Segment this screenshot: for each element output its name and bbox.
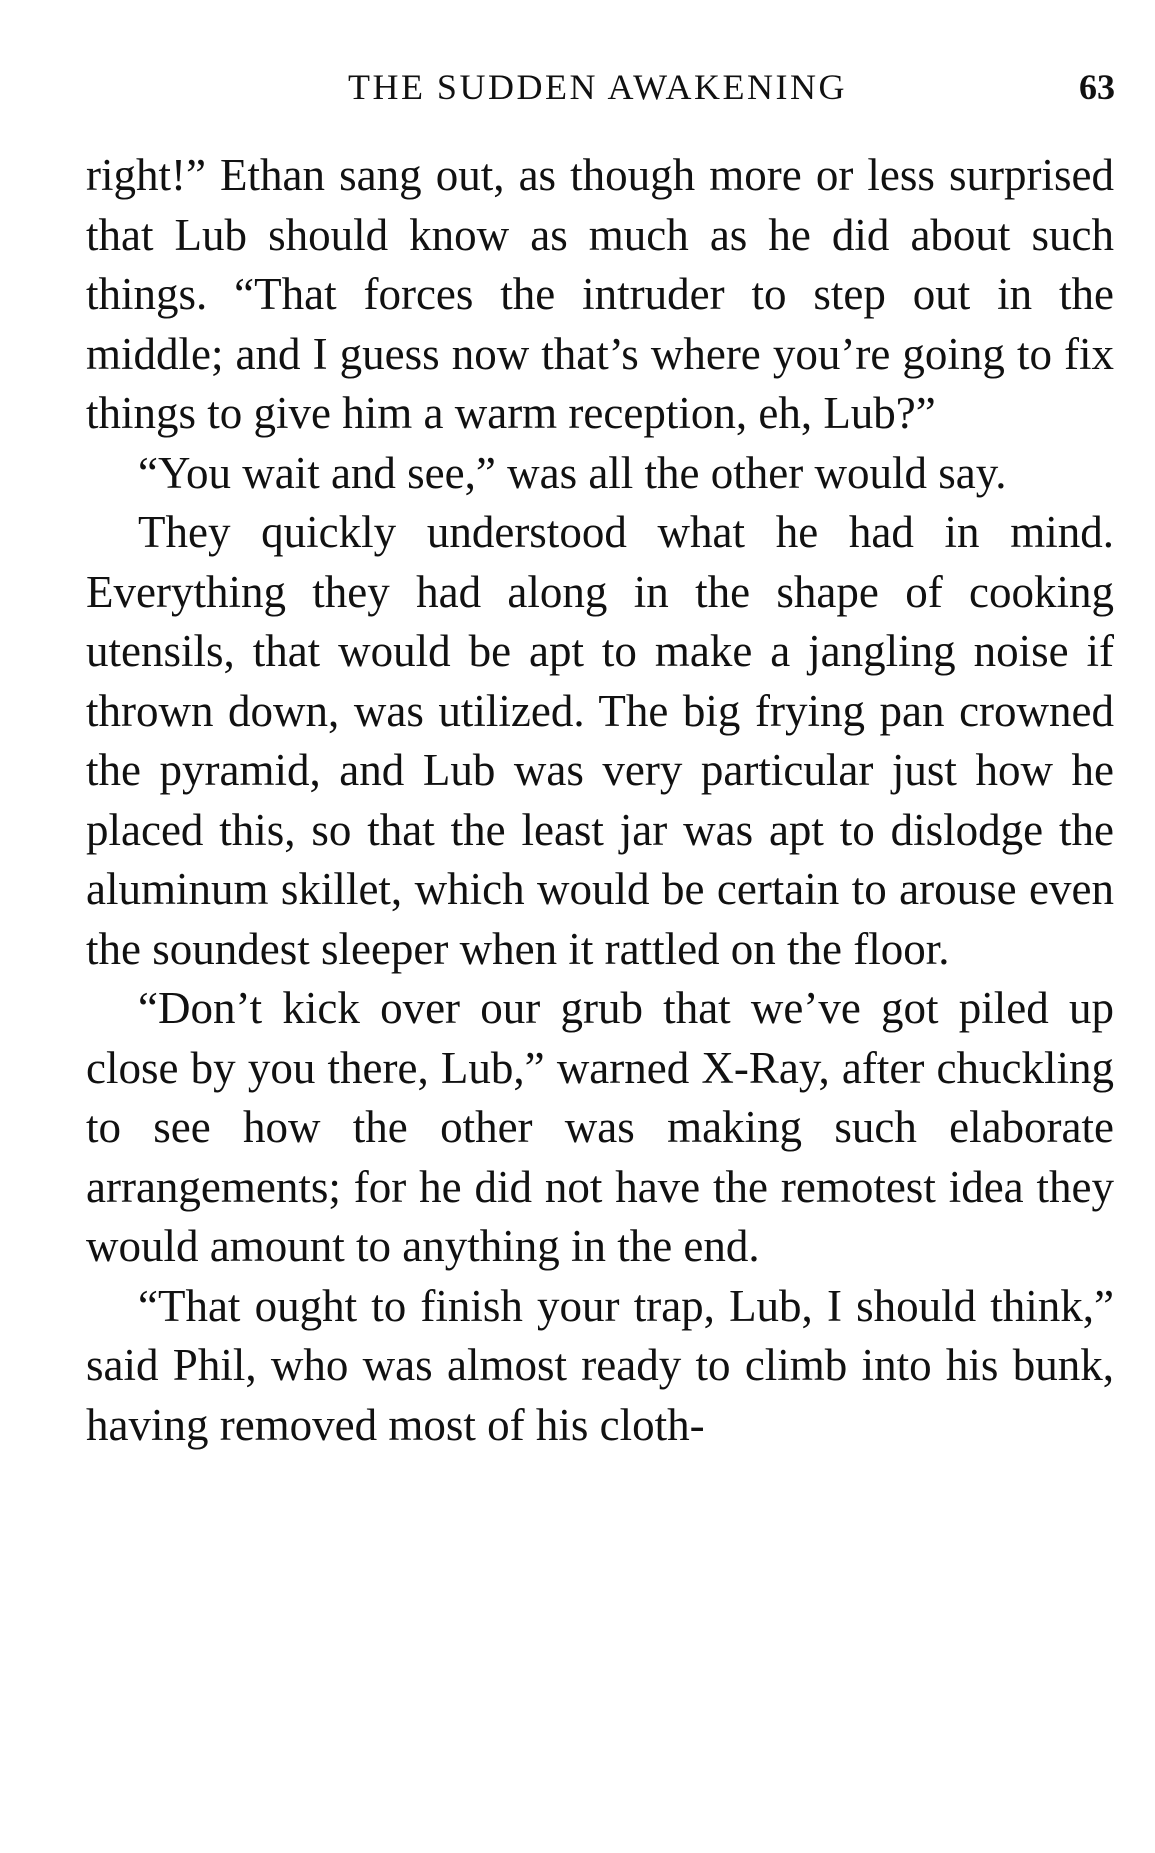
paragraph: “That ought to finish your trap, Lub, I should think,” said Phil, who was almost ready to climb into his bunk, having removed most of his cloth-: [86, 1280, 1114, 1450]
running-title: THE SUDDEN AWAKENING: [347, 67, 848, 107]
paragraph: right!” Ethan sang out, as though more or less surprised that Lub should know as much as he did about such things. “That forces the intruder to step out in the middle; and I guess now that’s where you’re going to fix things to give him a warm reception, eh, Lub?”: [86, 150, 1114, 438]
paragraph: They quickly understood what he had in mind. Everything they had along in the shape of cooking utensils, that would be apt to make a jangling noise if thrown down, was utilized. The big frying pan crowned the pyramid, and Lub was very particular just how he placed this, so that the least jar was apt to dislodge the aluminum skillet, which would be certain to arouse even the soundest sleeper when it rattled on the floor.: [86, 507, 1114, 974]
body-text: [86, 146, 1114, 1455]
page-header: [80, 62, 1115, 112]
page-number: 63: [1079, 67, 1115, 107]
paragraph: “Don’t kick over our grub that we’ve got piled up close by you there, Lub,” warned X-Ray, after chuckling to see how the other was making such elaborate arrangements; for he did not have the remotest idea they would amount to anything in the end.: [86, 983, 1114, 1271]
paragraph: “You wait and see,” was all the other would say.: [138, 447, 1007, 498]
